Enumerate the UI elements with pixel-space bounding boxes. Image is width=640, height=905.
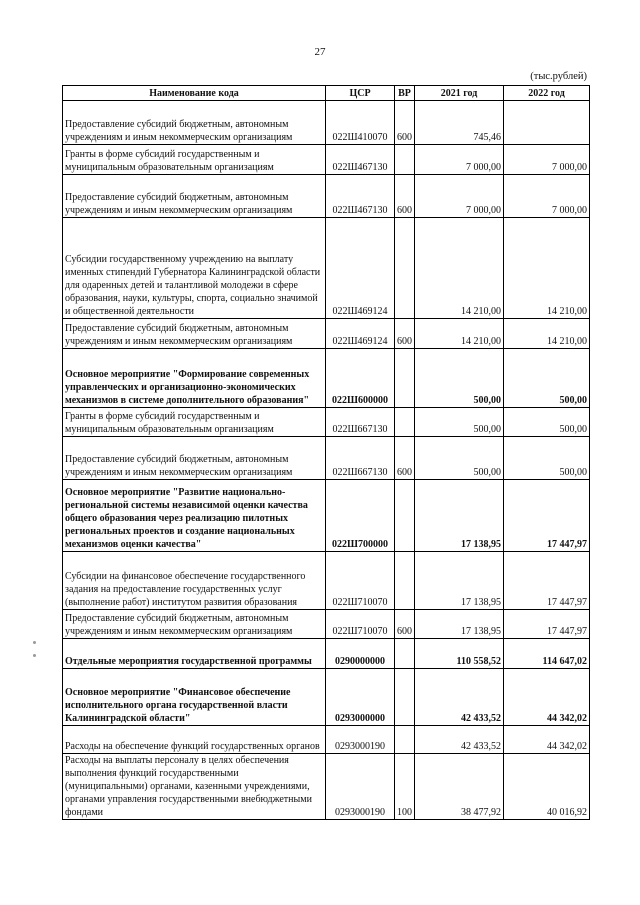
- row-name: Основное мероприятие "Финансовое обеспечение исполнительного органа государственной власти Калининградской области": [63, 669, 326, 726]
- table-row: [63, 610, 590, 639]
- row-vr-code: [395, 669, 415, 726]
- row-vr-code: [395, 480, 415, 552]
- row-value-2021: 500,00: [415, 437, 504, 480]
- row-name: Предоставление субсидий бюджетным, автономным учреждениям и иным некоммерческим организациям: [63, 175, 326, 218]
- row-vr-code: 600: [395, 175, 415, 218]
- column-header-2022: 2022 год: [504, 86, 590, 101]
- row-name: Расходы на выплаты персоналу в целях обеспечения выполнения функций государственными (муниципальными) органами, казенными учреждениями, органами управления государственными внебюджетными фондами: [63, 754, 326, 820]
- row-value-2022: 44 342,02: [504, 726, 590, 754]
- row-csr-code: 022Ш667130: [326, 408, 395, 437]
- row-csr-code: 022Ш410070: [326, 101, 395, 145]
- row-name: Отдельные мероприятия государственной программы: [63, 639, 326, 669]
- margin-mark: [33, 641, 36, 644]
- units-label: (тыс.рублей): [530, 71, 587, 82]
- row-name: Гранты в форме субсидий государственным и муниципальным образовательным организациям: [63, 408, 326, 437]
- row-value-2022: 14 210,00: [504, 319, 590, 349]
- column-header-2021: 2021 год: [415, 86, 504, 101]
- row-value-2021: 17 138,95: [415, 480, 504, 552]
- row-value-2022: 114 647,02: [504, 639, 590, 669]
- row-value-2022: 17 447,97: [504, 552, 590, 610]
- row-value-2022: 14 210,00: [504, 218, 590, 319]
- row-vr-code: [395, 408, 415, 437]
- row-value-2021: 14 210,00: [415, 319, 504, 349]
- row-csr-code: 022Ш700000: [326, 480, 395, 552]
- table-row: [63, 319, 590, 349]
- row-value-2021: 110 558,52: [415, 639, 504, 669]
- row-csr-code: 022Ш467130: [326, 175, 395, 218]
- row-value-2021: 7 000,00: [415, 145, 504, 175]
- table-row: [63, 552, 590, 610]
- row-value-2021: 500,00: [415, 408, 504, 437]
- row-value-2021: 500,00: [415, 349, 504, 408]
- row-vr-code: [395, 639, 415, 669]
- row-vr-code: [395, 218, 415, 319]
- row-value-2022: 17 447,97: [504, 480, 590, 552]
- row-vr-code: [395, 349, 415, 408]
- column-header-vr: ВР: [395, 86, 415, 101]
- row-vr-code: 600: [395, 437, 415, 480]
- row-value-2021: 7 000,00: [415, 175, 504, 218]
- row-csr-code: 022Ш667130: [326, 437, 395, 480]
- row-vr-code: 600: [395, 319, 415, 349]
- row-value-2021: 17 138,95: [415, 552, 504, 610]
- row-vr-code: [395, 145, 415, 175]
- table-row: [63, 639, 590, 669]
- row-value-2021: 745,46: [415, 101, 504, 145]
- row-vr-code: 100: [395, 754, 415, 820]
- row-csr-code: 022Ш710070: [326, 610, 395, 639]
- row-name: Предоставление субсидий бюджетным, автономным учреждениям и иным некоммерческим организациям: [63, 319, 326, 349]
- row-value-2022: 500,00: [504, 349, 590, 408]
- page-number: 27: [314, 46, 326, 58]
- row-value-2022: 44 342,02: [504, 669, 590, 726]
- row-csr-code: 0290000000: [326, 639, 395, 669]
- row-value-2022: 7 000,00: [504, 145, 590, 175]
- row-csr-code: 022Ш469124: [326, 319, 395, 349]
- row-name: Гранты в форме субсидий государственным и муниципальным образовательным организациям: [63, 145, 326, 175]
- table-row: [63, 175, 590, 218]
- header-row: [63, 86, 590, 101]
- table-row: [63, 726, 590, 754]
- row-name: Предоставление субсидий бюджетным, автономным учреждениям и иным некоммерческим организациям: [63, 610, 326, 639]
- row-value-2021: 42 433,52: [415, 669, 504, 726]
- table-row: [63, 408, 590, 437]
- table-row: [63, 349, 590, 408]
- table-row: [63, 754, 590, 820]
- table-row: [63, 437, 590, 480]
- row-value-2022: [504, 101, 590, 145]
- row-vr-code: 600: [395, 610, 415, 639]
- row-name: Предоставление субсидий бюджетным, автономным учреждениям и иным некоммерческим организациям: [63, 437, 326, 480]
- row-csr-code: 0293000000: [326, 669, 395, 726]
- row-name: Субсидии на финансовое обеспечение государственного задания на предоставление государственных услуг (выполнение работ) институтом развития образования: [63, 552, 326, 610]
- row-name: Основное мероприятие "Развитие национально-региональной системы независимой оценки качества общего образования через реализацию пилотных региональных проектов и создание национальных механизмов оценки качества": [63, 480, 326, 552]
- row-name: Субсидии государственному учреждению на выплату именных стипендий Губернатора Калининградской области для одаренных детей и талантливой молодежи в сфере образования, науки, культуры, спорта, социально значимой и общественной деятельности: [63, 218, 326, 319]
- row-value-2021: 38 477,92: [415, 754, 504, 820]
- row-value-2021: 17 138,95: [415, 610, 504, 639]
- row-csr-code: 0293000190: [326, 726, 395, 754]
- table-row: [63, 669, 590, 726]
- column-header-name: Наименование кода: [63, 86, 326, 101]
- row-vr-code: [395, 726, 415, 754]
- table-row: [63, 218, 590, 319]
- budget-table: [62, 85, 590, 820]
- row-csr-code: 0293000190: [326, 754, 395, 820]
- margin-mark: [33, 654, 36, 657]
- row-vr-code: [395, 552, 415, 610]
- column-header-csr: ЦСР: [326, 86, 395, 101]
- row-csr-code: 022Ш467130: [326, 145, 395, 175]
- row-name: Основное мероприятие "Формирование современных управленческих и организационно-экономических механизмов в системе дополнительного образования": [63, 349, 326, 408]
- row-csr-code: 022Ш710070: [326, 552, 395, 610]
- row-csr-code: 022Ш469124: [326, 218, 395, 319]
- row-value-2021: 14 210,00: [415, 218, 504, 319]
- row-name: Расходы на обеспечение функций государственных органов: [63, 726, 326, 754]
- table-row: [63, 101, 590, 145]
- row-value-2022: 500,00: [504, 437, 590, 480]
- row-value-2022: 40 016,92: [504, 754, 590, 820]
- row-value-2022: 7 000,00: [504, 175, 590, 218]
- row-value-2021: 42 433,52: [415, 726, 504, 754]
- row-vr-code: 600: [395, 101, 415, 145]
- row-name: Предоставление субсидий бюджетным, автономным учреждениям и иным некоммерческим организациям: [63, 101, 326, 145]
- row-value-2022: 500,00: [504, 408, 590, 437]
- table-row: [63, 145, 590, 175]
- row-csr-code: 022Ш600000: [326, 349, 395, 408]
- table-row: [63, 480, 590, 552]
- table-body: [63, 101, 590, 820]
- row-value-2022: 17 447,97: [504, 610, 590, 639]
